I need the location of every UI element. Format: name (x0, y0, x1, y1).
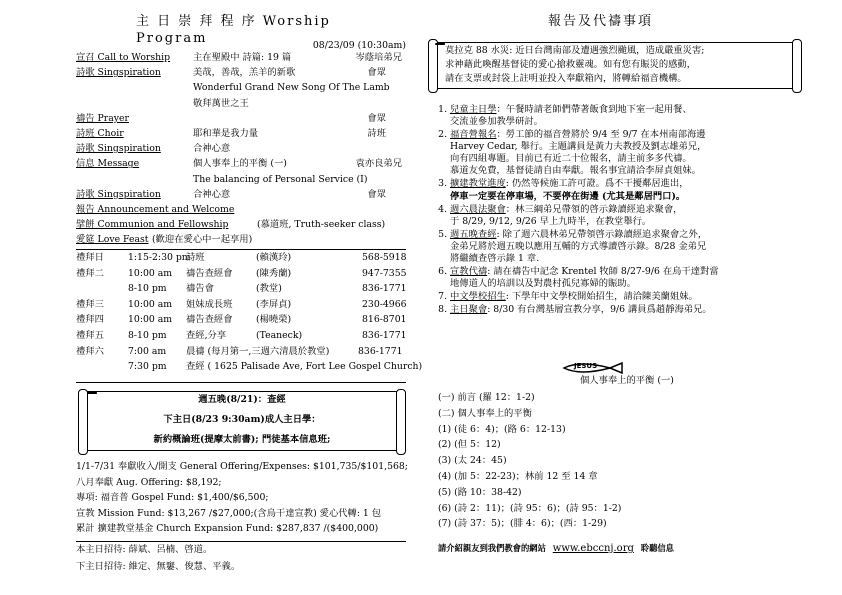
outline-line: (6) (詩 2：11)；(詩 95：6)；(詩 95：1-2) (438, 502, 622, 514)
program-person: 詩班 (367, 128, 386, 139)
announcement-text: ：午餐時請老師們帶著飯食到地下室一起用餐、 (496, 104, 692, 115)
announcement-text: : 仍然等候施工許可證。爲不干擾鄰居進出， (505, 178, 689, 190)
program-detail: The balancing of Personal Service (I) (193, 173, 368, 185)
announcement-item (450, 178, 815, 202)
announcement-text: 于 8/29, 9/12, 9/26 早上九時半，在教堂舉行。 (450, 215, 652, 227)
notice-line: 下主日(8/23 9:30am)成人主日學： (163, 414, 321, 425)
program-item: 愛筵 Love Feast (76, 234, 149, 246)
schedule-time: 1:15-2:30 pm (128, 252, 191, 263)
announcement-text: Harvey Cedar, 舉行。主題講員是黃力夫教授及劉志雄弟兄， (450, 141, 707, 153)
announcement-head: 主日聚會 (450, 304, 488, 316)
schedule-event: 禱告會 (186, 283, 214, 295)
schedule-event: 查經,分享 (186, 330, 227, 341)
jesus-banner (560, 362, 630, 374)
schedule-time: 8-10 pm (128, 283, 167, 295)
outline-line: (一) 前言 (羅 12：1-2) (438, 392, 535, 403)
announcements-title: 報告及代禱事項 (548, 14, 654, 29)
notice-line: 新約概論班(提摩太前書); 門徒基本信息班; (153, 434, 331, 445)
outline-line: (4) (加 5：22-23)；林前 12 至 14 章 (438, 471, 598, 482)
schedule-phone: 816-8701 (362, 314, 407, 326)
program-item: 詩歌 Singspiration (76, 143, 161, 155)
announcement-item (450, 204, 815, 228)
program-detail: (慕道班, Truth-seeker class) (257, 219, 386, 231)
announcement-head: 宣教代禱 (450, 266, 488, 278)
announcement-item (450, 266, 815, 290)
schedule-phone: 230-4966 (362, 298, 407, 310)
notice-scroll (86, 391, 398, 451)
schedule-day: 禮拜四 (76, 314, 104, 326)
announcement-text: 交流並參加教學研討。 (450, 116, 543, 128)
announcement-item (450, 229, 815, 265)
schedule-day: 禮拜三 (76, 298, 104, 310)
schedule-event: 查經 ( 1625 Palisade Ave, Fort Lee Gospel Church) (186, 361, 423, 373)
program-item: 信息 Message (76, 158, 140, 170)
announcement-item (450, 291, 815, 303)
footer-prefix: 請介紹親友到我們教會的網站 (438, 543, 546, 553)
schedule-time: 10:00 am (128, 314, 173, 326)
schedule-event: 晨禱 (每月第一,三週六清晨於教堂) (186, 345, 330, 357)
program-item: 報告 Announcement and Welcome (76, 204, 235, 215)
announcement-item (450, 104, 815, 128)
divider (76, 382, 406, 383)
announcement-text: ：林三綱弟兄帶領的啓示錄讀經追求聚會， (505, 203, 683, 215)
program-person: 會眾 (367, 112, 386, 124)
announcement-list (432, 104, 815, 317)
schedule-contact: (Teaneck) (256, 330, 303, 341)
announcement-text: 向有四組專題。目前已有近二十位報名，請主前多多代禱。 (450, 153, 692, 165)
schedule-contact: (李屏貞) (256, 298, 292, 310)
finance-line: 八月奉獻 Aug. Offering: $8,192; (76, 476, 222, 488)
host-line: 本主日招待: 薛斌、呂楠、啓道。 (76, 544, 213, 555)
announcement-text: 金弟兄將於週五晚以應用互輔的方式導讀啓示錄。8/28 金弟兄 (450, 240, 707, 252)
announcement-text: : 請在禱告中記念 Krentel 牧師 8/27-9/6 在烏干達對當 (487, 266, 719, 278)
announcement-text: : 下學年中文學校開始招生，請洽陳美蘭姐妹。 (505, 291, 698, 303)
program-detail: 敬拜萬世之王 (193, 97, 249, 109)
announcement-bold: 停車一定要在停車場，不要停在街邊 (尤其是鄰居門口)。 (450, 190, 686, 202)
announcement-head: 擴建教堂進度 (450, 178, 506, 190)
announcement-item (450, 129, 815, 177)
relief-line: 請在支票或封袋上註明並投入奉獻箱內，將轉給福音機構。 (445, 73, 687, 84)
program-item: 禱告 Prayer (76, 112, 129, 124)
schedule-time: 10:00 am (128, 298, 173, 310)
program-detail: Wonderful Grand New Song Of The Lamb (193, 82, 390, 94)
banner-text: JESUS (574, 362, 598, 370)
finance-line: 累計 擴建教堂基金 Church Expansion Fund: $287,837 /($400,000) (76, 523, 379, 534)
notice-line: 週五晚(8/21)：查經 (198, 394, 286, 405)
relief-line: 莫拉克 88 水災: 近日台灣南部及遭遇強烈颱風，造成嚴重災害; (445, 45, 705, 56)
schedule-time: 7:30 pm (128, 361, 167, 373)
program-person: 袁亦良弟兄 (355, 158, 402, 170)
schedule-event: 禱告查經會 (186, 267, 233, 279)
divider (76, 541, 406, 542)
schedule-event: 姐妹成長班 (186, 298, 233, 310)
schedule-contact: (賴漢玲) (256, 252, 292, 263)
program-detail: 合神心意 (193, 143, 231, 155)
program-item: 詩班 Choir (76, 128, 124, 139)
program-detail: 合神心意 (193, 188, 231, 200)
schedule-contact: (教堂) (256, 283, 282, 295)
website-footer (438, 542, 674, 555)
schedule-contact: (陳秀蘭) (256, 267, 292, 279)
program-datetime: 08/23/09 (10:30am) (312, 40, 406, 51)
program-person: 岑蔭培弟兄 (355, 52, 402, 63)
program-person: 會眾 (367, 67, 386, 79)
program-detail: 個人事奉上的平衡 (一) (193, 158, 287, 170)
schedule-phone: 836-1771 (362, 283, 407, 295)
schedule-day: 禮拜日 (76, 252, 104, 263)
announcement-item (450, 304, 815, 316)
announcement-head: 中文學校招生 (450, 291, 506, 303)
outline-line: (2) (但 5：12) (438, 439, 501, 451)
divider (76, 249, 406, 250)
outline-line: (3) (太 24：45) (438, 455, 507, 467)
program-item: 詩歌 Singspiration (76, 188, 161, 200)
outline-line: (二) 個人事奉上的平衡 (438, 407, 532, 419)
relief-scroll (434, 42, 796, 89)
program-detail: 主在聖殿中 詩篇: 19 篇 (193, 52, 292, 63)
schedule-time: 10:00 am (128, 267, 173, 279)
announcement-text: : 除了週六晨林弟兄帶領啓示錄讀經追求聚會之外， (496, 228, 708, 240)
schedule-phone: 947-7355 (362, 267, 407, 279)
schedule-contact: (楊曉榮) (256, 314, 292, 326)
finance-line: 宣教 Mission Fund: $13,267 /$27,000;(含烏干達宣教) 愛心代轉: 1 包 (76, 507, 382, 519)
finance-line: 專項: 福音普 Gospel Fund: $1,400/$6,500; (76, 492, 269, 503)
schedule-time: 7:00 am (128, 345, 167, 357)
program-item: 宣召 Call to Worship (76, 52, 171, 63)
schedule-day: 禮拜六 (76, 345, 104, 357)
program-title: 主 日 崇 拜 程 序 Worship Program (136, 14, 331, 46)
outline-line: (1) (徒 6：4)；(路 6：12-13) (438, 423, 566, 435)
sermon-title: 個人事奉上的平衡 (一) (580, 375, 674, 386)
outline-line: (5) (路 10：38-42) (438, 486, 522, 498)
program-item: 詩歌 Singspiration (76, 67, 161, 79)
announcement-text: 將繼續查啓示錄 1 章. (450, 252, 540, 264)
footer-suffix: 聆聽信息 (640, 543, 674, 553)
program-detail: 美哉，善哉，羔羊的新歌 (193, 67, 296, 79)
schedule-time: 8-10 pm (128, 330, 167, 341)
schedule-event: 禱告查經會 (186, 314, 233, 326)
program-detail: (歡迎在愛心中一起享用) (152, 234, 253, 246)
schedule-phone: 836-1771 (362, 330, 407, 341)
relief-line: 求神藉此喚醒基督徒的愛心搶救靈魂。如有您有賑災的感動， (445, 59, 697, 70)
outline-line: (7) (詩 37：5)；(腓 4：6)；(西：1-29) (438, 518, 607, 530)
schedule-day: 禮拜五 (76, 330, 104, 341)
announcement-text: ：勞工節的福音營將於 9/4 至 9/7 在本州南部海邊 (496, 129, 706, 141)
schedule-day: 禮拜二 (76, 267, 104, 279)
announcement-head: 福音營報名 (450, 129, 497, 141)
announcement-head: 兒童主日學 (450, 104, 497, 115)
announcement-text: : 8/30 有台灣基層宣教分享，9/6 講員爲趙靜海弟兄。 (487, 304, 712, 316)
schedule-phone: 836-1771 (358, 345, 403, 357)
finance-line: 1/1-7/31 奉獻收入/開支 General Offering/Expenses: $101,735/$101,568; (76, 461, 408, 472)
announcement-text: 慕道友免費，基督徒請自由奉獻。報名事宜請洽李屏貞姐妹。 (450, 165, 702, 177)
announcement-head: 週六晨法聚會 (450, 203, 506, 215)
schedule-event: 詩班 (186, 252, 205, 263)
announcement-text: 地傳道人的培訓以及對農村孤兒寡婦的賑助。 (450, 278, 636, 290)
program-person: 會眾 (367, 188, 386, 200)
announcement-head: 週五晚查經 (450, 228, 497, 240)
website-link[interactable]: www.ebccnj.org (552, 543, 634, 554)
program-detail: 耶和華是我力量 (193, 128, 259, 139)
host-line: 下主日招待: 維定、無窶、俊慧、平義。 (76, 561, 241, 572)
program-item: 擘餅 Communion and Fellowship (76, 219, 229, 231)
schedule-phone: 568-5918 (362, 252, 407, 263)
